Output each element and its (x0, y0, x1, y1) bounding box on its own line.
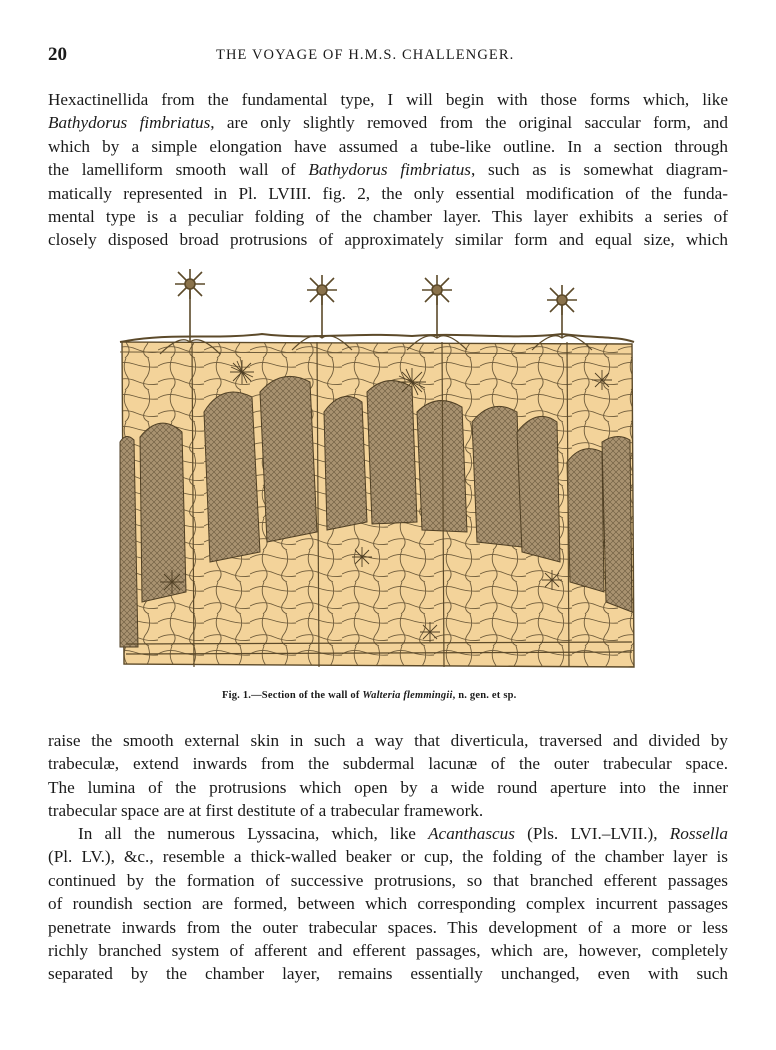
paragraph-1 (48, 88, 728, 252)
text-line: trabecular space are at first destitute of a trabecular framework. (48, 801, 484, 821)
text-line: trabeculæ, extend inwards from the subdermal lacunæ of the outer trabecular space. (48, 754, 728, 774)
text-line (48, 822, 728, 845)
text-span: (Pls. LVI.–LVII.), (514, 824, 670, 843)
caption-suffix: , n. gen. et sp. (452, 690, 517, 701)
text-line: mental type is a peculiar folding of the chamber layer. This layer exhibits a series of (48, 206, 728, 226)
text-line: Hexactinellida from the fundamental type, I will begin with those forms which, like (48, 90, 728, 109)
text-line: The lumina of the protrusions which open by a wide round aperture into the inner (48, 777, 728, 797)
text-line: raise the smooth external skin in such a way that diverticula, traversed and divided by (48, 731, 728, 750)
text-line: closely disposed broad protrusions of approximately similar form and equal size, which (48, 230, 728, 250)
page-number: 20 (48, 44, 67, 65)
text-line (48, 158, 728, 181)
running-title: THE VOYAGE OF H.M.S. CHALLENGER. (216, 47, 515, 63)
text-line: separated by the chamber layer, remains essentially unchanged, even with such (48, 964, 728, 984)
sponge-wall-section-illustration (112, 262, 642, 680)
caption-prefix: Fig. 1.—Section of the wall of (222, 690, 363, 701)
text-line: continued by the formation of successive protrusions, so that branched efferent passages (48, 870, 728, 890)
paragraph-2 (48, 729, 728, 823)
figure-caption (222, 690, 516, 701)
text-span: the lamelliform smooth wall of (48, 160, 309, 180)
text-span: , are only slightly removed from the original saccular form, and (210, 113, 728, 133)
text-line: (Pl. LV.), &c., resemble a thick-walled beaker or cup, the folding of the chamber layer is (48, 847, 728, 867)
page-header (48, 44, 728, 66)
species-name: Bathydorus fimbriatus (48, 113, 211, 133)
genus-name: Acanthascus (428, 824, 515, 843)
text-line: matically represented in Pl. LVIII. fig. 2, the only essential modification of the funda- (48, 183, 728, 203)
text-line: penetrate inwards from the outer trabecular spaces. This development of a more or less (48, 917, 728, 937)
text-line: richly branched system of afferent and efferent passages, which are, however, completely (48, 940, 728, 960)
text-span: In all the numerous Lyssacina, which, like (78, 824, 429, 843)
text-line: which by a simple elongation have assumed a tube-like outline. In a section through (48, 136, 728, 156)
paragraph-3 (48, 822, 728, 986)
caption-species: Walteria flemmingii (362, 690, 453, 701)
text-line: of roundish section are formed, between which corresponding complex incurrent passages (48, 894, 728, 914)
figure-plate (112, 262, 642, 680)
text-line (48, 111, 728, 134)
genus-name: Rossella (669, 824, 728, 843)
text-span: , such as is somewhat diagram- (471, 160, 728, 180)
species-name: Bathydorus fimbriatus (308, 160, 472, 180)
